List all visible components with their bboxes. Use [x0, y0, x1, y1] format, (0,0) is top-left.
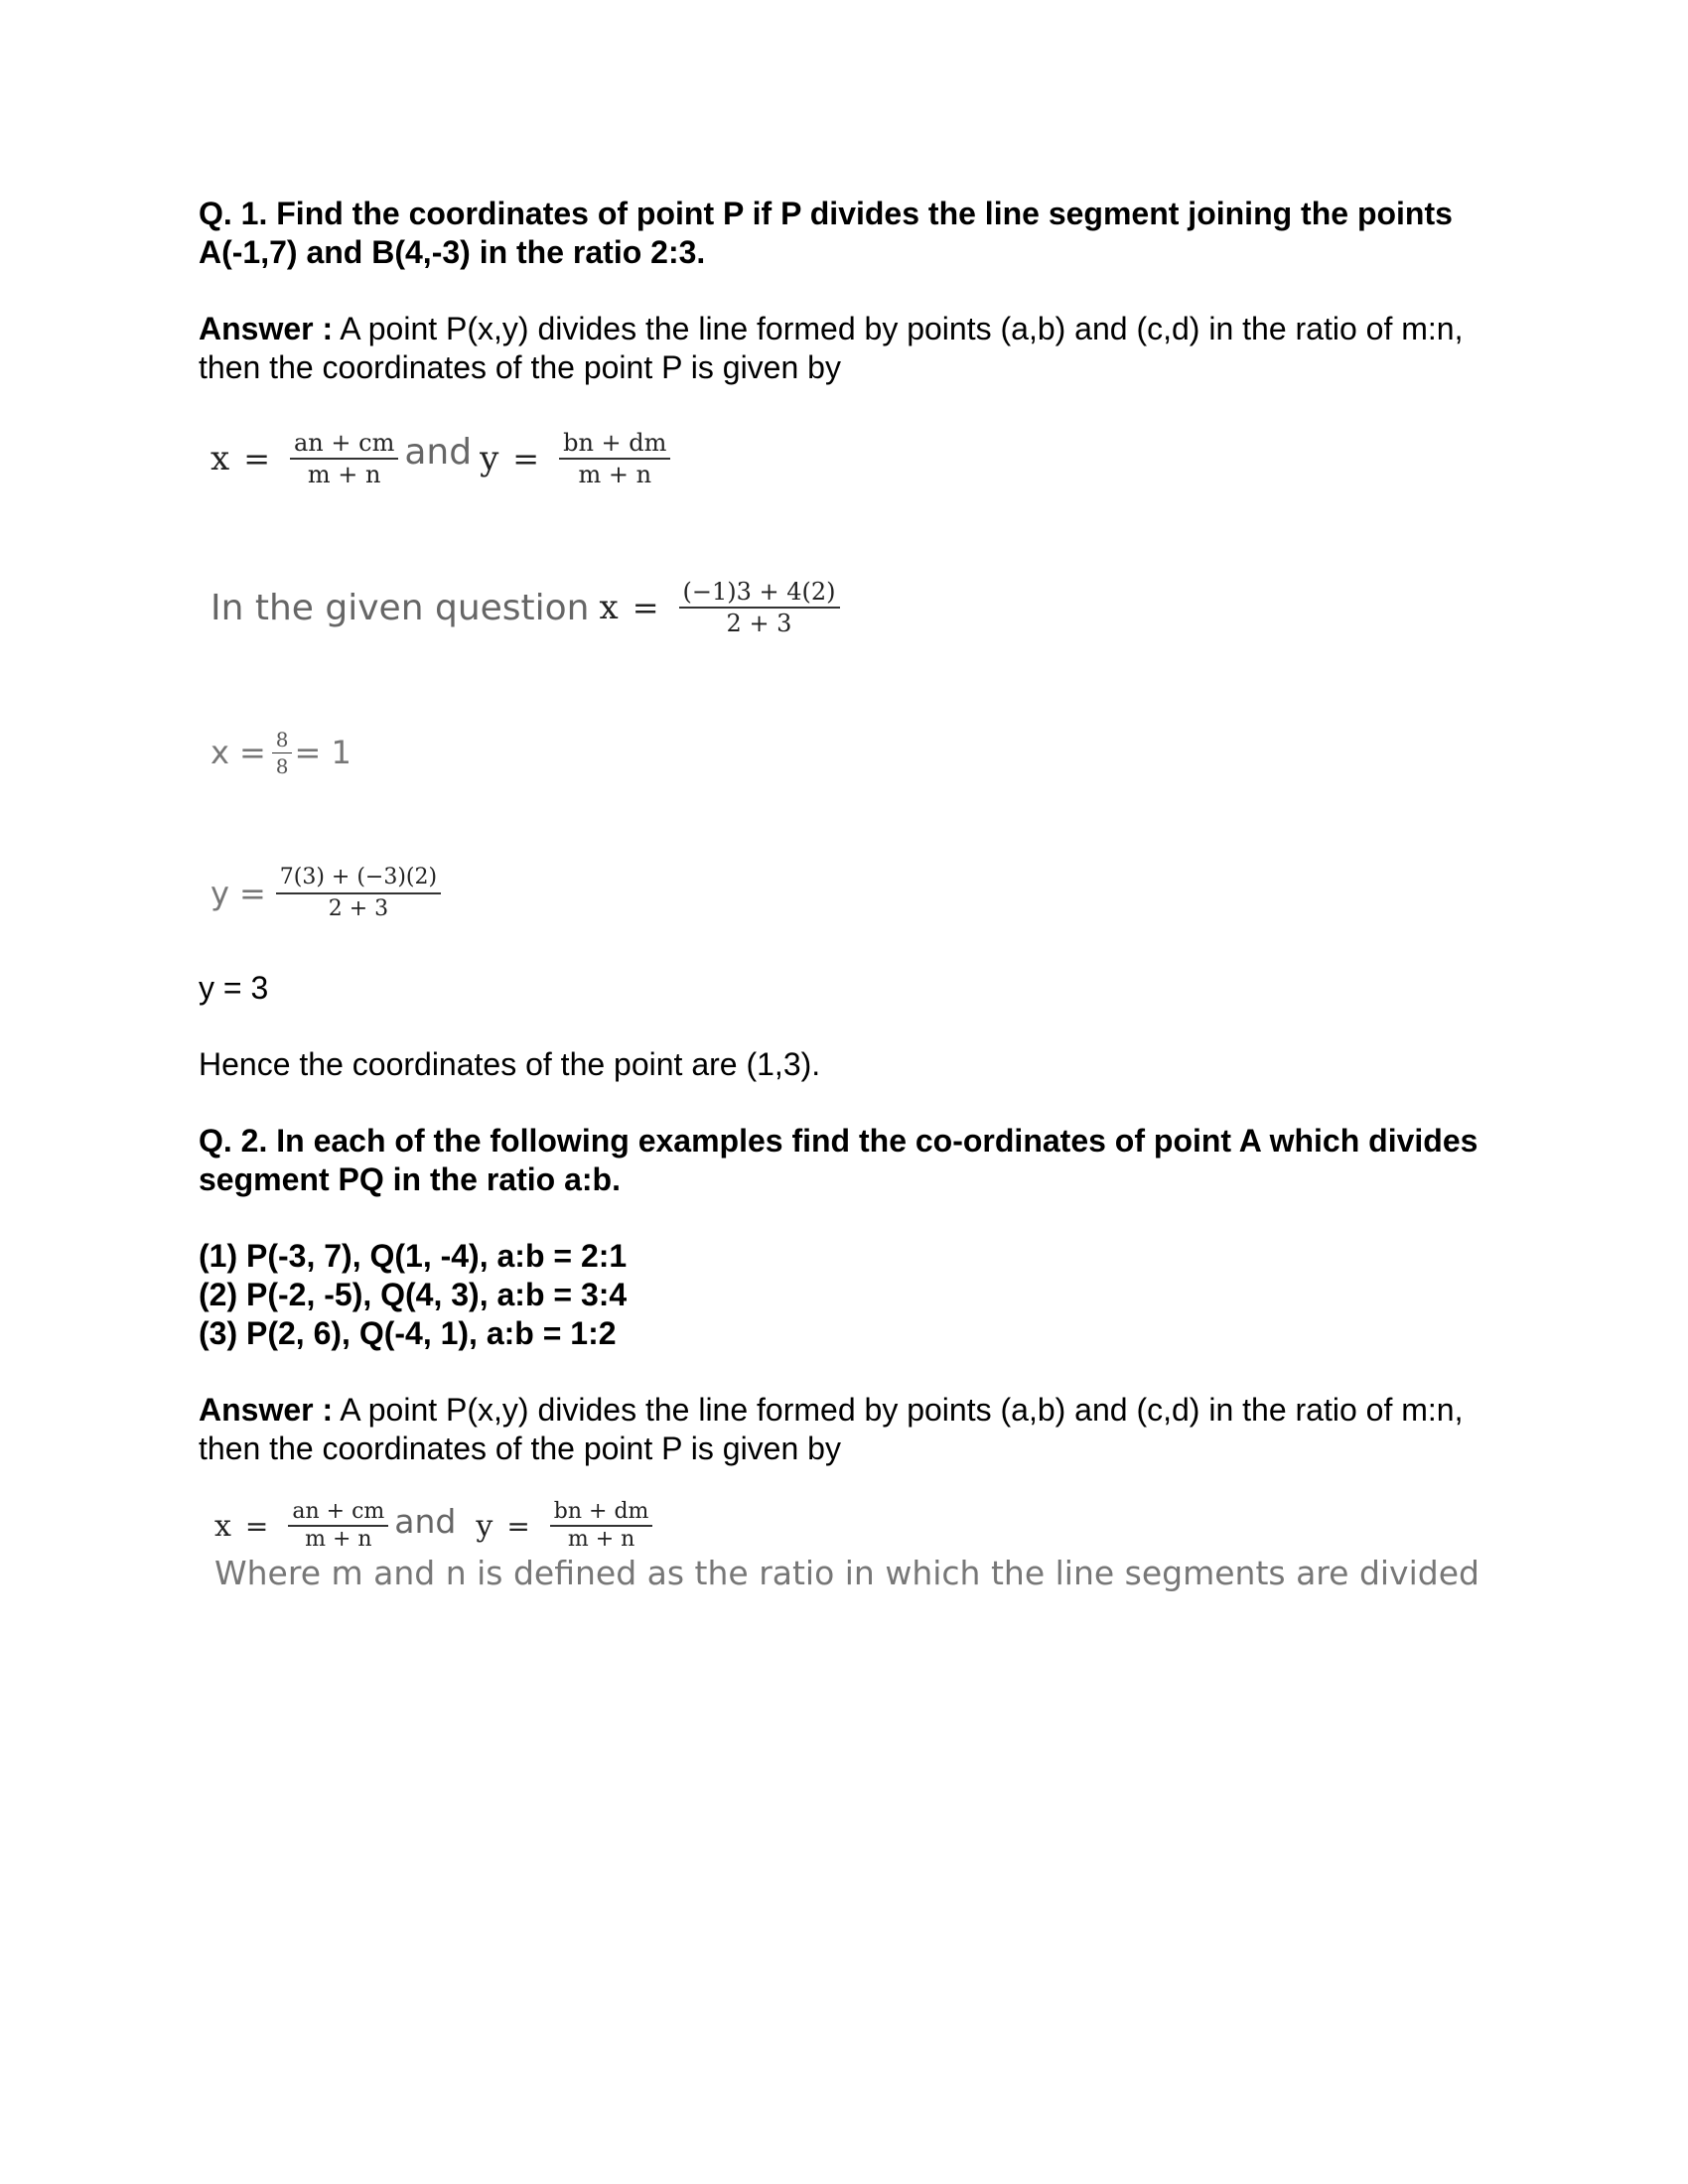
q1-formula	[211, 429, 1489, 488]
q1-step1-x: x	[599, 588, 619, 627]
q2-formula-and: and	[394, 1501, 457, 1541]
q1-step2-eq: =	[238, 734, 266, 771]
q2-formula-eq2: =	[506, 1509, 530, 1543]
denominator: 8	[275, 753, 289, 778]
document-content	[199, 195, 1489, 1593]
q2-answer	[199, 1391, 1489, 1468]
q2-formula-x: x	[214, 1508, 231, 1544]
numerator: 7(3) + (−3)(2)	[279, 865, 438, 889]
numerator: bn + dm	[553, 1499, 649, 1524]
q2-answer-label: Answer :	[199, 1392, 334, 1428]
q1-question: Q. 1. Find the coordinates of point P if P divides the line segment joining the points A(-1,7) and B(4,-3) in the ratio 2:3.	[199, 196, 1453, 270]
q1-step1-eq: =	[632, 589, 659, 626]
q2-item: (1) P(-3, 7), Q(1, -4), a:b = 2:1	[199, 1238, 628, 1274]
q1-step2-fraction	[272, 727, 293, 779]
q1-formula-eq1: =	[243, 440, 270, 478]
q1-formula-x: x	[211, 439, 230, 478]
q1-formula-y-fraction	[559, 428, 670, 489]
q1-formula-eq2: =	[512, 440, 540, 478]
q1-step-x-result	[211, 721, 1489, 784]
q2-item: (3) P(2, 6), Q(-4, 1), a:b = 1:2	[199, 1315, 617, 1351]
q2-answer-text: A point P(x,y) divides the line formed by points (a,b) and (c,d) in the ratio of m:n, then the coordinates of the point P is given by	[199, 1392, 1464, 1466]
q1-answer	[199, 310, 1489, 387]
numerator: bn + dm	[563, 429, 667, 457]
q1-step2-x: x	[211, 734, 229, 771]
q1-step3-y: y	[211, 875, 229, 912]
q1-step3-fraction	[276, 863, 441, 924]
q2-question: Q. 2. In each of the following examples find the co-ordinates of point A which divides segment PQ in the ratio a:b.	[199, 1123, 1478, 1197]
q1-formula-and: and	[404, 431, 473, 473]
denominator: m + n	[567, 1527, 635, 1552]
q2-formula-y: y	[476, 1508, 493, 1544]
q2-item: (2) P(-2, -5), Q(4, 3), a:b = 3:4	[199, 1277, 628, 1312]
q2-items	[199, 1237, 1489, 1353]
q1-step1-fraction	[679, 577, 840, 638]
q2-formula-x-fraction	[288, 1499, 388, 1553]
q2-note: Where m and n is defined as the ratio in which the line segments are divided	[214, 1554, 1479, 1592]
numerator: 8	[275, 727, 289, 751]
q2-formula-y-fraction	[550, 1499, 653, 1553]
q2-formula-eq1: =	[244, 1509, 269, 1543]
denominator: m + n	[307, 461, 381, 488]
q2-formula	[214, 1498, 1489, 1554]
numerator: (−1)3 + 4(2)	[682, 578, 836, 606]
q1-answer-label: Answer :	[199, 311, 334, 346]
q1-step-x-substitution	[211, 576, 1489, 639]
q1-conclusion: Hence the coordinates of the point are (1,3).	[199, 1046, 821, 1082]
denominator: m + n	[578, 461, 652, 488]
numerator: an + cm	[294, 429, 395, 457]
q1-formula-x-fraction	[290, 428, 398, 489]
denominator: m + n	[305, 1527, 372, 1552]
denominator: 2 + 3	[726, 610, 792, 637]
q1-step-y-substitution	[211, 862, 1489, 925]
q1-answer-text: A point P(x,y) divides the line formed by points (a,b) and (c,d) in the ratio of m:n, then the coordinates of the point P is given by	[199, 311, 1464, 385]
q1-formula-y: y	[480, 439, 499, 478]
q1-step3-eq: =	[238, 875, 266, 912]
numerator: an + cm	[292, 1499, 385, 1524]
q1-step2-tail: = 1	[294, 734, 352, 771]
q1-step1-lead: In the given question	[211, 587, 590, 628]
denominator: 2 + 3	[328, 896, 389, 921]
q1-y-result: y = 3	[199, 970, 269, 1006]
